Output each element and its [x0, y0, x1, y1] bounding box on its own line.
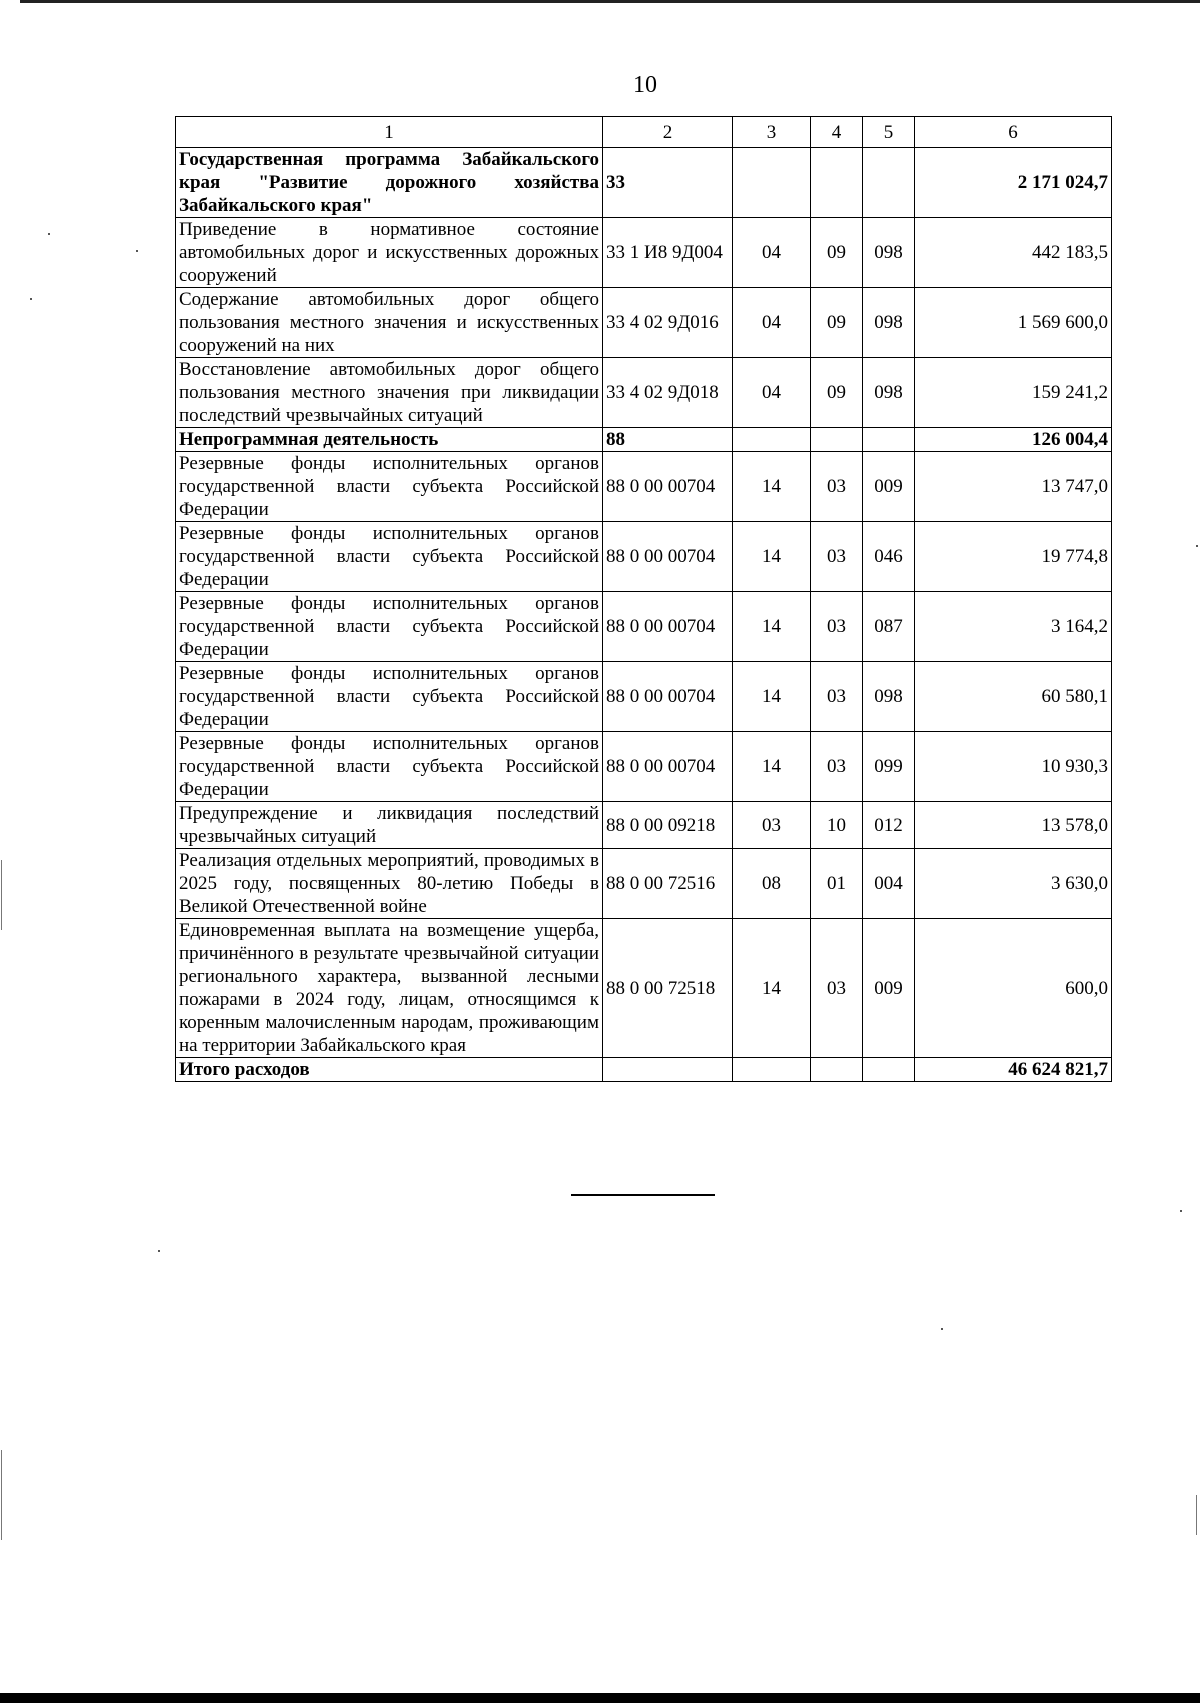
amount-cell: 13 747,0 [915, 452, 1112, 522]
section-cell [733, 428, 811, 452]
table-row [176, 919, 1112, 1058]
header-col-2: 2 [603, 117, 733, 148]
scan-speck [1180, 1210, 1182, 1212]
subsection-cell: 09 [811, 288, 863, 358]
header-col-4: 4 [811, 117, 863, 148]
code-cell: 33 [603, 148, 733, 218]
subsection-cell: 03 [811, 662, 863, 732]
name-cell: Резервные фонды исполнительных органов государственной власти субъекта Российской Федерации [176, 522, 603, 592]
expense-type-cell: 004 [863, 849, 915, 919]
expense-type-cell: 009 [863, 919, 915, 1058]
name-cell: Резервные фонды исполнительных органов государственной власти субъекта Российской Федерации [176, 452, 603, 522]
scan-speck [941, 1328, 943, 1330]
table-row [176, 802, 1112, 849]
subsection-cell: 01 [811, 849, 863, 919]
amount-cell: 46 624 821,7 [915, 1058, 1112, 1082]
code-cell: 88 0 00 00704 [603, 662, 733, 732]
subsection-cell: 03 [811, 592, 863, 662]
table-row [176, 849, 1112, 919]
subsection-cell: 03 [811, 452, 863, 522]
amount-cell: 3 164,2 [915, 592, 1112, 662]
code-cell: 33 4 02 9Д016 [603, 288, 733, 358]
section-cell [733, 148, 811, 218]
table-row [176, 218, 1112, 288]
name-cell: Резервные фонды исполнительных органов государственной власти субъекта Российской Федерации [176, 662, 603, 732]
expense-type-cell: 098 [863, 218, 915, 288]
section-cell: 14 [733, 662, 811, 732]
expense-type-cell: 012 [863, 802, 915, 849]
code-cell: 88 0 00 09218 [603, 802, 733, 849]
scan-speck [48, 233, 50, 235]
subsection-cell: 03 [811, 522, 863, 592]
section-cell: 03 [733, 802, 811, 849]
code-cell: 88 [603, 428, 733, 452]
code-cell: 33 1 И8 9Д004 [603, 218, 733, 288]
scan-speck [30, 298, 32, 300]
section-cell: 14 [733, 452, 811, 522]
scan-speck [1196, 545, 1198, 547]
header-col-5: 5 [863, 117, 915, 148]
name-cell: Восстановление автомобильных дорог общего пользования местного значения при ликвидации последствий чрезвычайных ситуаций [176, 358, 603, 428]
amount-cell: 442 183,5 [915, 218, 1112, 288]
amount-cell: 600,0 [915, 919, 1112, 1058]
name-cell: Единовременная выплата на возмещение ущерба, причинённого в результате чрезвычайной ситуации регионального характера, вызванной лесными пожарами в 2024 году, лицам, относящимся к коренным малочисленным народам, проживающим на территории Забайкальского края [176, 919, 603, 1058]
subsection-cell: 03 [811, 919, 863, 1058]
scan-speck [136, 250, 138, 252]
table-row [176, 1058, 1112, 1082]
code-cell: 88 0 00 72516 [603, 849, 733, 919]
section-cell [733, 1058, 811, 1082]
code-cell: 88 0 00 00704 [603, 522, 733, 592]
name-cell: Содержание автомобильных дорог общего пользования местного значения и искусственных сооружений на них [176, 288, 603, 358]
amount-cell: 159 241,2 [915, 358, 1112, 428]
header-col-1: 1 [176, 117, 603, 148]
table-header-row [176, 117, 1112, 148]
scan-speck [158, 1250, 160, 1252]
code-cell: 88 0 00 72518 [603, 919, 733, 1058]
table-row [176, 288, 1112, 358]
subsection-cell [811, 1058, 863, 1082]
code-cell [603, 1058, 733, 1082]
name-cell: Приведение в нормативное состояние автомобильных дорог и искусственных дорожных сооружений [176, 218, 603, 288]
top-scan-edge [0, 0, 1200, 3]
expense-type-cell: 099 [863, 732, 915, 802]
table-row [176, 452, 1112, 522]
code-cell: 88 0 00 00704 [603, 452, 733, 522]
expense-type-cell: 087 [863, 592, 915, 662]
bottom-scan-edge [0, 1693, 1200, 1703]
amount-cell: 3 630,0 [915, 849, 1112, 919]
section-cell: 04 [733, 288, 811, 358]
amount-cell: 2 171 024,7 [915, 148, 1112, 218]
subsection-cell [811, 148, 863, 218]
table-row [176, 428, 1112, 452]
expense-type-cell [863, 148, 915, 218]
expense-type-cell: 098 [863, 662, 915, 732]
scan-edge-mark [1196, 1495, 1197, 1535]
name-cell: Резервные фонды исполнительных органов государственной власти субъекта Российской Федерации [176, 732, 603, 802]
subsection-cell: 03 [811, 732, 863, 802]
top-scan-gap [0, 0, 20, 3]
section-cell: 14 [733, 522, 811, 592]
table-row [176, 592, 1112, 662]
amount-cell: 13 578,0 [915, 802, 1112, 849]
section-cell: 14 [733, 732, 811, 802]
scan-edge-mark [1, 860, 2, 930]
expense-type-cell [863, 1058, 915, 1082]
page-number: 10 [633, 72, 657, 98]
name-cell: Непрограммная деятельность [176, 428, 603, 452]
table-row [176, 662, 1112, 732]
table-row [176, 522, 1112, 592]
table-row [176, 358, 1112, 428]
expense-type-cell: 098 [863, 288, 915, 358]
name-cell: Государственная программа Забайкальского края "Развитие дорожного хозяйства Забайкальского края" [176, 148, 603, 218]
section-cell: 14 [733, 592, 811, 662]
table-row [176, 732, 1112, 802]
expense-type-cell: 046 [863, 522, 915, 592]
amount-cell: 1 569 600,0 [915, 288, 1112, 358]
name-cell: Резервные фонды исполнительных органов государственной власти субъекта Российской Федерации [176, 592, 603, 662]
amount-cell: 126 004,4 [915, 428, 1112, 452]
table-row [176, 148, 1112, 218]
header-col-6: 6 [915, 117, 1112, 148]
name-cell: Предупреждение и ликвидация последствий чрезвычайных ситуаций [176, 802, 603, 849]
section-cell: 04 [733, 218, 811, 288]
expense-type-cell [863, 428, 915, 452]
name-cell: Реализация отдельных мероприятий, проводимых в 2025 году, посвященных 80-летию Победы в Великой Отечественной войне [176, 849, 603, 919]
scan-edge-mark [1, 1450, 2, 1540]
amount-cell: 60 580,1 [915, 662, 1112, 732]
header-col-3: 3 [733, 117, 811, 148]
name-cell: Итого расходов [176, 1058, 603, 1082]
subsection-cell [811, 428, 863, 452]
expense-type-cell: 098 [863, 358, 915, 428]
subsection-cell: 10 [811, 802, 863, 849]
subsection-cell: 09 [811, 358, 863, 428]
expense-type-cell: 009 [863, 452, 915, 522]
subsection-cell: 09 [811, 218, 863, 288]
section-cell: 14 [733, 919, 811, 1058]
code-cell: 33 4 02 9Д018 [603, 358, 733, 428]
table-body [176, 148, 1112, 1082]
amount-cell: 19 774,8 [915, 522, 1112, 592]
code-cell: 88 0 00 00704 [603, 732, 733, 802]
end-of-document-rule [571, 1194, 715, 1196]
amount-cell: 10 930,3 [915, 732, 1112, 802]
code-cell: 88 0 00 00704 [603, 592, 733, 662]
budget-expenditure-table [175, 116, 1112, 1082]
section-cell: 04 [733, 358, 811, 428]
section-cell: 08 [733, 849, 811, 919]
